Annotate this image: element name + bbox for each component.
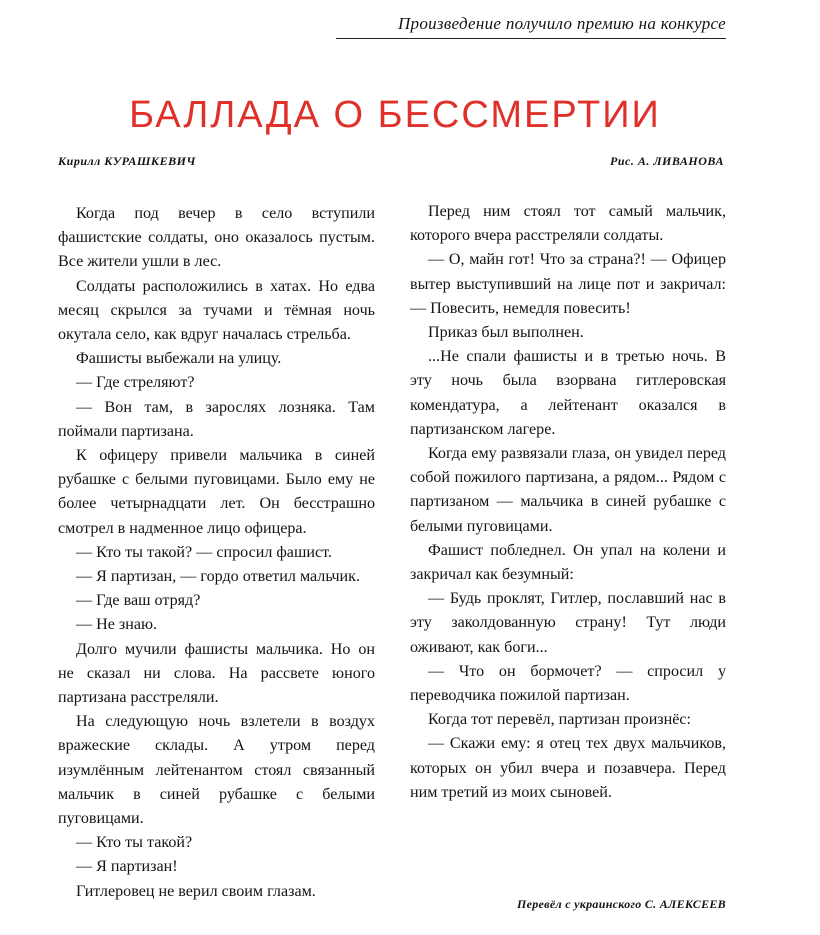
left-column [58, 202, 375, 904]
paragraph: Долго мучили фашисты мальчика. Но он не сказал ни слова. На рассвете юного партизана расстреляли. [58, 640, 375, 707]
paragraph: Солдаты расположились в хатах. Но едва месяц скрылся за тучами и тёмная ночь окутала село, как вдруг началась стрельба. [58, 277, 375, 344]
paragraph: — Скажи ему: я отец тех двух мальчиков, которых он убил вчера и позавчера. Перед ним третий из моих сыновей. [410, 735, 726, 801]
paragraph: Перед ним стоял тот самый мальчик, которого вчера расстреляли солдаты. [410, 203, 726, 245]
paragraph: — Вон там, в зарослях лозняка. Там поймали партизана. [58, 398, 375, 440]
paragraph: ...Не спали фашисты и в третью ночь. В эту ночь была взорвана гитлеровская комендатура, а лейтенант оказался в партизанском лагере. [410, 348, 726, 438]
paragraph: — Я партизан! [76, 858, 178, 876]
paragraph: Когда тот перевёл, партизан произнёс: [428, 711, 692, 729]
paragraph: — Где стреляют? [76, 374, 195, 392]
paragraph: На следующую ночь взлетели в воздух вражеские склады. А утром перед изумлённым лейтенантом стоял связанный мальчик в синей рубашке с белыми пуговицами. [58, 713, 375, 828]
author-byline: Кирилл КУРАШКЕВИЧ [58, 154, 196, 168]
paragraph: Фашист побледнел. Он упал на колени и закричал как безумный: [410, 541, 726, 584]
paragraph: — Где ваш отряд? [76, 592, 201, 610]
paragraph: Приказ был выполнен. [428, 324, 584, 342]
paragraph: Когда под вечер в село вступили фашистские солдаты, оно оказалось пустым. Все жители ушли в лес. [58, 205, 375, 271]
right-column [410, 200, 726, 805]
paragraph: — Кто ты такой? — спросил фашист. [76, 543, 332, 561]
illustrator-credit: Рис. А. ЛИВАНОВА [609, 154, 724, 168]
paragraph: Фашисты выбежали на улицу. [76, 350, 282, 368]
paragraph: К офицеру привели мальчика в синей рубашке с белыми пуговицами. Было ему не более четырнадцати лет. Он бесстрашно смотрел в надменное лицо офицера. [58, 447, 375, 537]
paragraph: — Будь проклят, Гитлер, пославший нас в эту заколдованную страну! Тут люди оживают, как боги... [410, 590, 726, 656]
translator-credit: Перевёл с украинского С. АЛЕКСЕЕВ [516, 897, 726, 911]
paragraph: Гитлеровец не верил своим глазам. [76, 882, 316, 900]
paragraph: — О, майн гот! Что за страна?! — Офицер вытер выступивший на лице пот и закричал: — Повесить, немедля повесить! [410, 251, 726, 317]
contest-banner: Произведение получило премию на конкурсе [336, 14, 726, 39]
paragraph: — Кто ты такой? [76, 834, 193, 852]
paragraph: Когда ему развязали глаза, он увидел перед собой пожилого партизана, а рядом... Рядом с партизаном — мальчика в синей рубашке с белыми пуговицами. [410, 445, 726, 535]
paragraph: — Я партизан, — гордо ответил мальчик. [76, 568, 360, 586]
paragraph: — Что он бормочет? — спросил у переводчика пожилой партизан. [410, 662, 726, 705]
article-title: БАЛЛАДА О БЕССМЕРТИИ [129, 94, 661, 136]
paragraph: — Не знаю. [76, 616, 158, 634]
